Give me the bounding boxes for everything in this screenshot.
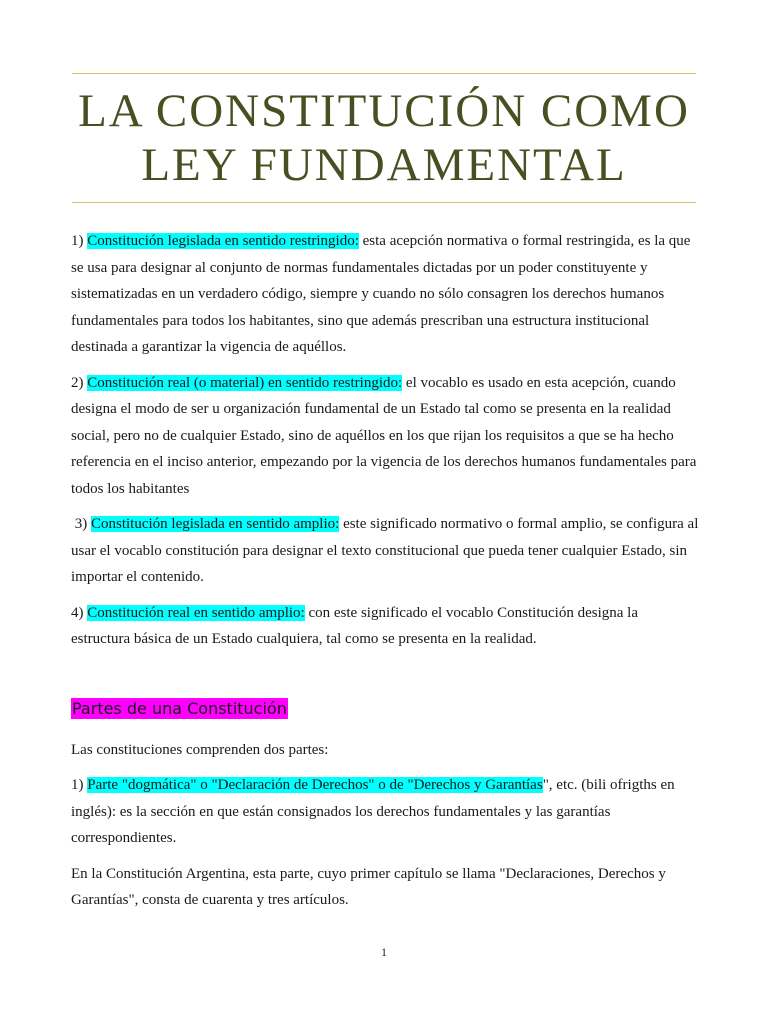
section-intro: Las constituciones comprenden dos partes:: [71, 741, 329, 758]
definition-paragraph-4: [71, 600, 699, 653]
document-body: [71, 228, 699, 923]
definition-paragraph-1: [71, 228, 699, 361]
highlighted-term: Constitución real en sentido amplio:: [87, 604, 305, 621]
part-paragraph-1: [71, 772, 699, 852]
part-number: 1): [71, 777, 88, 793]
part-text: ", etc. (bili ofrigths en inglés): es la sección en que están consignados los derechos fundamentales y las garantías correspondientes.: [71, 777, 675, 846]
highlighted-term: Parte "dogmática" o "Declaración de Derechos" o de "Derechos y Garantías: [87, 777, 543, 793]
definition-number: 2): [71, 374, 88, 391]
definition-number: 1): [71, 233, 88, 249]
document-title: [72, 84, 696, 192]
section-heading-text: Partes de una Constitución: [72, 698, 287, 718]
title-top-rule: [72, 73, 696, 74]
title-line-2: LEY FUNDAMENTAL: [141, 139, 627, 191]
definition-paragraph-3: [71, 511, 699, 591]
definition-text: este significado normativo o formal amplio, se configura al usar el vocablo constitución para designar el texto constitucional que pueda tener cualquier Estado, sin importar el contenido.: [71, 516, 699, 585]
page-number: 1: [381, 945, 387, 959]
highlighted-term: Constitución real (o material) en sentido restringido:: [87, 374, 403, 391]
definition-text: con este significado el vocablo Constitución designa la estructura básica de un Estado cualquiera, tal como se presenta en la realidad.: [71, 604, 638, 647]
title-line-1: LA CONSTITUCIÓN COMO: [78, 85, 690, 137]
closing-paragraph: En la Constitución Argentina, esta parte, cuyo primer capítulo se llama "Declaraciones, Derechos y Garantías", consta de cuarenta y tres artículos.: [71, 865, 666, 908]
definition-text: el vocablo es usado en esta acepción, cuando designa el modo de ser u organización fundamental de un Estado tal como se presenta en la realidad social, pero no de cualquier Estado, sino de aquéllos en los que rijan los requisitos a que se ha hecho referencia en el inciso anterior, empezando por la vigencia de los derechos humanos fundamentales para todos los habitantes: [71, 374, 697, 497]
definition-number: 4): [71, 604, 88, 621]
definition-number: 3): [71, 516, 91, 532]
highlighted-term: Constitución legislada en sentido restringido:: [87, 233, 359, 249]
title-bottom-rule: [72, 202, 696, 203]
definition-paragraph-2: [71, 370, 699, 503]
section-heading: [71, 697, 699, 721]
highlighted-term: Constitución legislada en sentido amplio:: [91, 516, 340, 532]
definition-text: esta acepción normativa o formal restringida, es la que se usa para designar al conjunto de normas fundamentales dictadas por un poder constituyente y sistematizadas en un verdadero código, siempre y cuando no sólo consagren los derechos humanos fundamentales para todos los habitantes, sino que además prescriban una estructura institucional destinada a garantizar la vigencia de aquéllos.: [71, 233, 691, 355]
